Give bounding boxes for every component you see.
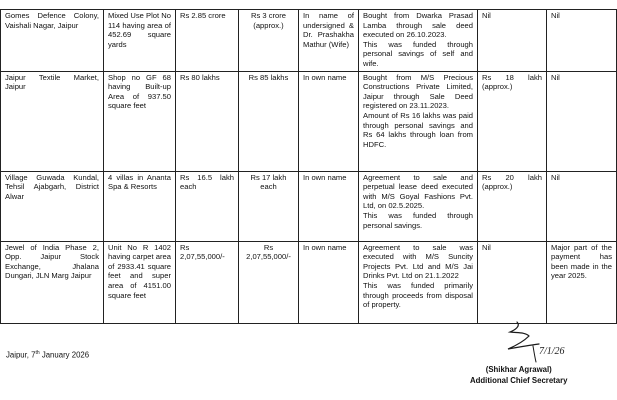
acquisition-detail: Bought from M/S Precious Constructions Private Limited, Jaipur through Sale Deed registered on 23.11.2023.	[363, 72, 473, 111]
acquisition-cost: Rs 16.5 lakh each	[176, 171, 239, 241]
present-value-line: (approx.)	[253, 20, 284, 30]
handwritten-signature	[505, 316, 565, 364]
present-value-line: Rs 2,07,55,000/-	[246, 242, 291, 262]
remarks: Nil	[547, 71, 617, 171]
property-return-table	[0, 9, 617, 324]
present-value-line: Rs 17 lakh each	[250, 172, 287, 192]
acquisition-details	[359, 71, 478, 171]
place-and-date	[6, 350, 89, 360]
present-value	[239, 241, 299, 323]
present-value-line: Rs 3 crore	[250, 11, 287, 20]
acquisition-cost: Rs 80 lakhs	[176, 71, 239, 171]
table-row	[1, 10, 617, 72]
property-description: 4 villas in Ananta Spa & Resorts	[104, 171, 176, 241]
present-value	[239, 171, 299, 241]
acquisition-detail: Amount of Rs 16 lakhs was paid through personal savings and Rs 64 lakhs through loan from HDFC.	[363, 110, 473, 149]
property-location: Gomes Defence Colony, Vaishali Nagar, Jaipur	[1, 10, 104, 72]
acquisition-cost: Rs 2,07,55,000/-	[176, 241, 239, 323]
table-row	[1, 171, 617, 241]
date-ordinal-suffix: th	[35, 350, 40, 356]
acquisition-details	[359, 10, 478, 72]
present-value-line: Rs 85 lakhs	[248, 72, 289, 82]
place-date-text: Jaipur, 7	[6, 350, 36, 360]
signatory-name: (Shikhar Agrawal)	[485, 365, 552, 374]
signatory-block	[470, 364, 567, 386]
owner-name: In own name	[299, 171, 359, 241]
acquisition-detail: This was funded through personal savings of self and wife.	[363, 39, 473, 68]
acquisition-details	[359, 171, 478, 241]
present-value	[239, 71, 299, 171]
property-description: Mixed Use Plot No 114 having area of 452.69 square yards	[104, 10, 176, 72]
acquisition-detail: Agreement to sale was executed with M/S Suncity Projects Pvt. Ltd and M/S Jai Drinks Pvt. Ltd on 21.1.2022	[363, 242, 473, 281]
annual-income: Rs 20 lakh (approx.)	[478, 171, 547, 241]
acquisition-detail: Agreement to sale and perpetual lease deed executed with M/S Goyal Fashions Pvt. Ltd, on 02.5.2025.	[363, 172, 473, 211]
owner-name: In own name	[299, 71, 359, 171]
acquisition-detail: This was funded through personal savings.	[363, 210, 473, 230]
acquisition-detail: Bought from Dwarka Prasad Lamba through sale deed executed on 26.10.2023.	[363, 11, 473, 40]
property-location: Jewel of India Phase 2, Opp. Jaipur Stock Exchange, Jhalana Dungari, JLN Marg Jaipur	[1, 241, 104, 323]
annual-income: Nil	[478, 10, 547, 72]
owner-name: In own name	[299, 241, 359, 323]
signatory-designation: Additional Chief Secretary	[470, 376, 568, 385]
property-description: Unit No R 1402 having carpet area of 2933.41 square feet and super area of 4151.00 square feet	[104, 241, 176, 323]
place-date-month-year: January 2026	[39, 350, 90, 360]
property-location: Village Guwada Kundal, Tehsil Ajabgarh, District Alwar	[1, 171, 104, 241]
remarks: Nil	[547, 171, 617, 241]
acquisition-details	[359, 241, 478, 323]
acquisition-cost: Rs 2.85 crore	[176, 10, 239, 72]
remarks: Major part of the payment has been made in the year 2025.	[547, 241, 617, 323]
annual-income: Rs 18 lakh (approx.)	[478, 71, 547, 171]
acquisition-detail: This was funded primarily through proceeds from disposal of property.	[363, 280, 473, 310]
annual-income: Nil	[478, 241, 547, 323]
table-row	[1, 71, 617, 171]
present-value	[239, 10, 299, 72]
signature-date: 7/1/26	[539, 346, 565, 357]
property-location: Jaipur Textile Market, Jaipur	[1, 71, 104, 171]
property-description: Shop no GF 68 having Built-up Area of 937.50 square feet	[104, 71, 176, 171]
table-row	[1, 241, 617, 323]
owner-name: In name of undersigned & Dr. Prashakha Mathur (Wife)	[299, 10, 359, 72]
remarks: Nil	[547, 10, 617, 72]
